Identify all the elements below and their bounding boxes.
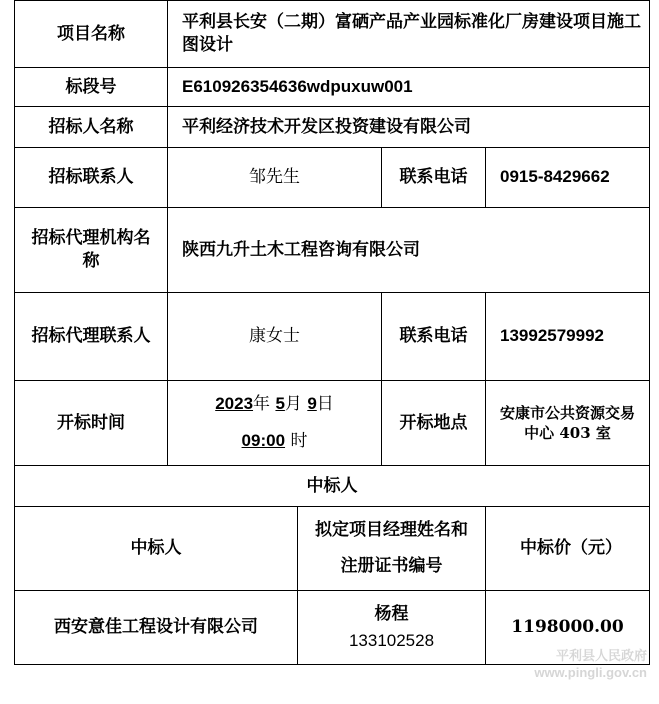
- manager-cert: 133102528: [348, 630, 435, 650]
- opening-year-unit: 年: [253, 394, 271, 415]
- watermark-line2: www.pingli.gov.cn: [534, 665, 647, 681]
- tenderer-phone: 0915-8429662: [485, 147, 650, 208]
- opening-place-label: 开标地点: [381, 380, 486, 466]
- tenderer-contact-label: 招标联系人: [14, 147, 168, 208]
- opening-month-unit: 月: [284, 394, 302, 415]
- site-watermark: [534, 648, 647, 682]
- tenderer-label: 招标人名称: [14, 106, 168, 148]
- lot-no-value: E610926354636wdpuxuw001: [167, 67, 650, 107]
- opening-day: 9: [307, 394, 317, 414]
- winner-section-title: 中标人: [14, 465, 650, 507]
- manager-name: 杨程: [374, 603, 409, 624]
- opening-hour-unit: 时: [290, 431, 308, 451]
- manager-info: [297, 590, 486, 665]
- agency-phone-label: 联系电话: [381, 292, 486, 381]
- agency-label: 招标代理机构名称: [14, 207, 168, 293]
- bid-price: 1198000.00: [485, 590, 650, 665]
- opening-month: 5: [275, 394, 285, 414]
- watermark-line1: 平利县人民政府: [555, 648, 647, 664]
- winner-name: 西安意佳工程设计有限公司: [14, 590, 298, 665]
- opening-place-value: 安康市公共资源交易中心 403 室: [485, 380, 650, 466]
- agency-contact-label: 招标代理联系人: [14, 292, 168, 381]
- opening-time-label: 开标时间: [14, 380, 168, 466]
- winner-col-header: 中标人: [14, 506, 298, 591]
- tenderer-phone-label: 联系电话: [381, 147, 486, 208]
- agency-phone: 13992579992: [485, 292, 650, 381]
- tenderer-contact-name: 邹先生: [167, 147, 382, 208]
- tenderer-value: 平利经济技术开发区投资建设有限公司: [167, 106, 650, 148]
- project-name-label: 项目名称: [14, 0, 168, 68]
- agency-contact-name: 康女士: [167, 292, 382, 381]
- price-col-header: 中标价（元）: [485, 506, 650, 591]
- project-name-value: 平利县长安（二期）富硒产品产业园标准化厂房建设项目施工图设计: [167, 0, 650, 68]
- lot-no-label: 标段号: [14, 67, 168, 107]
- manager-col-header: 拟定项目经理姓名和注册证书编号: [297, 506, 486, 591]
- opening-time-value: [167, 380, 382, 466]
- opening-year: 2023: [215, 394, 254, 414]
- agency-value: 陕西九升土木工程咨询有限公司: [167, 207, 650, 293]
- opening-hour: 09:00: [241, 431, 286, 450]
- opening-day-unit: 日: [316, 394, 334, 415]
